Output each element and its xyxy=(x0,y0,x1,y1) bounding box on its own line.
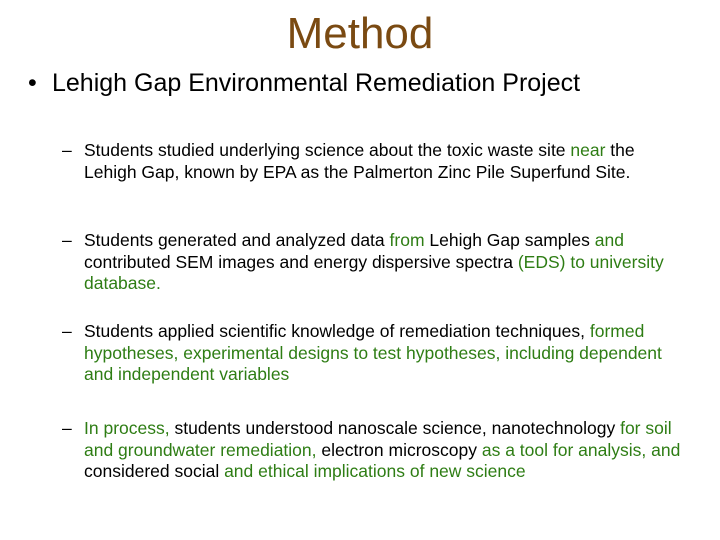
sub-item-4 xyxy=(62,418,692,483)
text-segment-green: and ethical implications of new science xyxy=(224,461,526,481)
text-segment: Students studied underlying science about the toxic waste site xyxy=(84,140,571,160)
slide-title: Method xyxy=(286,9,434,58)
text-segment-green: from xyxy=(389,230,425,250)
text-segment-green: near xyxy=(570,140,606,160)
text-segment-green: for soil and groundwater remediation, xyxy=(84,418,672,460)
text-segment: contributed SEM images and energy dispersive spectra xyxy=(84,251,518,272)
main-bullet xyxy=(28,66,708,100)
sub-item-3 xyxy=(62,321,692,386)
text-segment: the Lehigh Gap, known by EPA as the Palmerton Zinc Pile Superfund Site. xyxy=(84,140,635,182)
text-segment: considered social xyxy=(84,461,225,481)
main-bullet-text: Lehigh Gap Environmental Remediation Project xyxy=(52,69,581,97)
sub-item-text xyxy=(84,321,662,384)
text-segment: Lehigh Gap samples xyxy=(424,230,595,250)
dash-marker: – xyxy=(62,321,72,341)
sub-item-2 xyxy=(62,230,692,295)
text-segment-green: as a tool for analysis, and xyxy=(481,439,681,460)
text-segment-green: and xyxy=(594,230,624,250)
text-segment-green: In process, xyxy=(84,418,170,438)
sub-item-1 xyxy=(62,140,692,183)
dash-marker: – xyxy=(62,418,72,438)
text-segment: Students applied scientific knowledge of remediation techniques, xyxy=(84,321,590,341)
text-segment: Students generated and analyzed data xyxy=(84,230,390,250)
text-segment: students understood nanoscale science, nanotechnology xyxy=(169,418,621,438)
text-segment: electron microscopy xyxy=(316,439,482,460)
sub-item-text xyxy=(84,230,664,293)
text-segment-green: (EDS) to university database. xyxy=(84,251,664,293)
dash-marker: – xyxy=(62,140,72,160)
sub-item-text xyxy=(84,418,680,481)
sub-item-text xyxy=(84,140,635,182)
dash-marker: – xyxy=(62,230,72,250)
bullet-dot: • xyxy=(28,69,37,97)
text-segment-green: formed hypotheses, experimental designs to test hypotheses, including dependent and independent variables xyxy=(84,321,662,384)
